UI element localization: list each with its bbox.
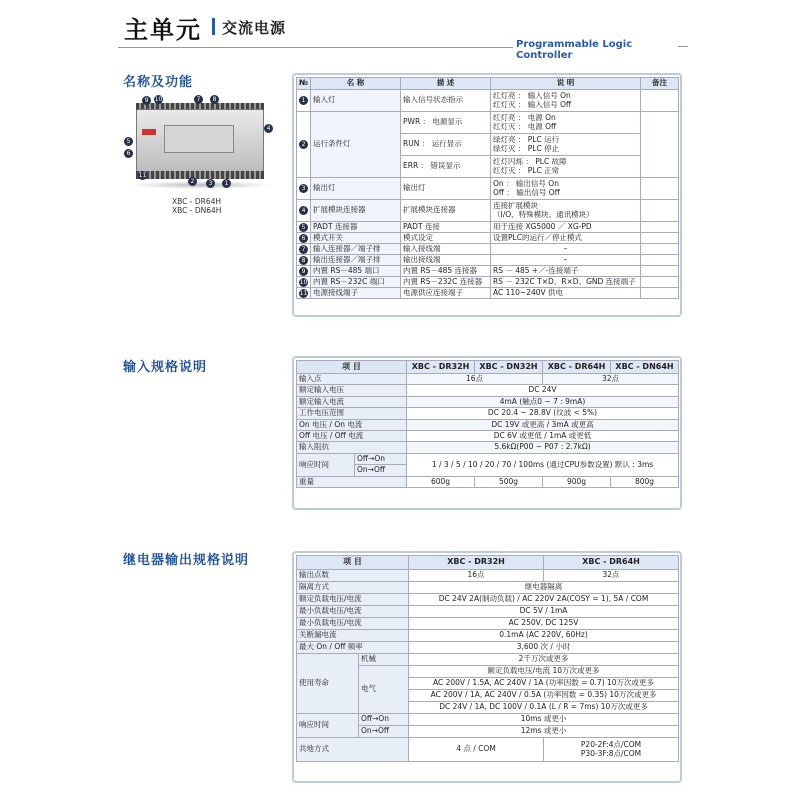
device-marker: 7	[194, 95, 203, 104]
device-marker: 3	[206, 179, 215, 188]
spec-sublabel: On→Off	[359, 726, 409, 738]
remark-cell	[641, 200, 679, 222]
col-header: XBC - DR64H	[543, 361, 611, 374]
spec-value: 继电器隔离	[409, 582, 679, 594]
spec-value: AC 250V, DC 125V	[409, 618, 679, 630]
item-note: 用于连接 XG5000 ／ XG-PD	[491, 222, 641, 233]
spec-value: 3,600 次 / 小时	[409, 642, 679, 654]
item-note: AC 110~240V 供电	[491, 288, 641, 299]
item-note	[491, 90, 641, 112]
note-line: 绿灯亮 ： PLC 运行	[493, 135, 560, 145]
row-number: 2	[299, 140, 308, 149]
spec-value: DC 19V 或更高 / 3mA 或更高	[407, 419, 679, 430]
col-header: XBC - DN64H	[611, 361, 679, 374]
spec-value: 16点	[407, 374, 543, 385]
spec-label: 输入阻抗	[297, 442, 407, 453]
remark-cell	[641, 222, 679, 233]
note-line: 绿灯灭 ： PLC 停止	[493, 143, 560, 153]
row-number: 3	[299, 184, 308, 193]
spec-value: DC 24V 2A(制动负载) / AC 220V 2A(COSY = 1), 5A / COM	[409, 594, 679, 606]
remark-cell	[641, 255, 679, 266]
item-name: PADT 连接器	[311, 222, 401, 233]
spec-label: Off 电压 / Off 电流	[297, 430, 407, 441]
row-number: 10	[299, 278, 308, 286]
page-title: 主单元	[124, 16, 202, 44]
spec-label: 响应时间	[297, 453, 355, 476]
col-header: 备注	[641, 78, 679, 90]
item-desc: RUN ： 运行显示	[401, 134, 491, 156]
spec-value: DC 6V 或更低 / 1mA 或更低	[407, 430, 679, 441]
page-header	[118, 8, 688, 61]
item-name: 输入灯	[311, 90, 401, 112]
col-header: 名 称	[311, 78, 401, 90]
spec-label: 额定输入电流	[297, 396, 407, 407]
device-marker: 5	[124, 137, 133, 146]
item-desc: 内置 RS－485 连接器	[401, 266, 491, 277]
device-marker: 4	[264, 124, 273, 133]
spec-value: 4mA (触点0 ~ 7 : 9mA)	[407, 396, 679, 407]
note-line: 红灯灭 ： PLC 正常	[493, 165, 560, 175]
col-header: 项 目	[297, 361, 407, 374]
spec-value: 4 点 / COM	[409, 738, 544, 762]
input-spec-table	[296, 360, 679, 488]
row-number: 9	[299, 267, 308, 276]
spec-value: AC 200V / 1.5A, AC 240V / 1A (功率因数 = 0.7) 10万次或更多	[409, 678, 679, 690]
device-marker: 9	[142, 96, 151, 105]
spec-value: 2千万次或更多	[409, 654, 679, 666]
item-desc: 电源供应连接端子	[401, 288, 491, 299]
row-number: 8	[299, 256, 308, 265]
item-note: –	[491, 244, 641, 255]
item-note	[491, 156, 641, 178]
header-rule	[118, 47, 513, 48]
note-line: 红灯闪烁 ： PLC 故障	[493, 157, 567, 167]
item-note	[491, 134, 641, 156]
spec-sublabel: 机械	[359, 654, 409, 666]
note-line: （I/O、特殊模块、通讯模块）	[493, 209, 594, 219]
item-desc: 模式设定	[401, 233, 491, 244]
remark-cell	[641, 233, 679, 244]
terminal-strip-bottom	[136, 171, 264, 179]
relay-output-table	[296, 555, 679, 762]
spec-label: 输入点	[297, 374, 407, 385]
spec-label: 额定负载电压/电流	[297, 594, 409, 606]
item-note	[491, 200, 641, 222]
item-note: 设置PLC的运行／停止模式	[491, 233, 641, 244]
spec-value: DC 24V / 1A, DC 100V / 0.1A (L / R = 7ms) 10万次或更多	[409, 702, 679, 714]
name-function-table-frame	[292, 73, 682, 317]
note-line: 红灯灭 ： 电源 Off	[493, 121, 557, 131]
device-marker: 8	[210, 95, 219, 104]
spec-sublabel: On→Off	[355, 465, 407, 476]
spec-value: DC 24V	[407, 385, 679, 396]
col-header: 说 明	[491, 78, 641, 90]
note-line: Off ： 输出信号 Off	[493, 187, 560, 197]
value-line: P30-3F:8点/COM	[580, 748, 642, 758]
item-name: 输出灯	[311, 178, 401, 200]
spec-value: 1 / 3 / 5 / 10 / 20 / 70 / 100ms (通过CPU参数设置) 默认 : 3ms	[407, 453, 679, 476]
item-note: –	[491, 255, 641, 266]
row-number: 4	[299, 206, 308, 215]
spec-value: 额定负载电压/电流 10万次或更多	[409, 666, 679, 678]
spec-label: 使用寿命	[297, 654, 359, 714]
header-rule-end	[678, 46, 688, 47]
col-header: 项 目	[297, 556, 409, 570]
item-desc: 扩展模块连接器	[401, 200, 491, 222]
item-name: 运行条件灯	[311, 112, 401, 178]
title-divider	[212, 18, 215, 35]
spec-label: 最小负载电压/电流	[297, 618, 409, 630]
spec-value	[544, 738, 679, 762]
spec-value: 600g	[407, 476, 475, 487]
name-function-table	[296, 77, 679, 299]
spec-label: 响应时间	[297, 714, 359, 738]
spec-value: 5.6kΩ(P00 ~ P07 : 2.7kΩ)	[407, 442, 679, 453]
item-desc: 输入信号状态指示	[401, 90, 491, 112]
remark-cell	[641, 266, 679, 277]
item-desc: 输出灯	[401, 178, 491, 200]
row-number: 5	[299, 223, 308, 232]
spec-sublabel: Off→On	[355, 453, 407, 464]
row-number: 6	[299, 234, 308, 243]
item-note: RS － 232C T×D、R×D、GND 连接端子	[491, 277, 641, 288]
value-line: P20-2F:4点/COM	[580, 740, 642, 750]
item-desc: PWR ： 电源显示	[401, 112, 491, 134]
col-header: 描 述	[401, 78, 491, 90]
spec-label: 重量	[297, 476, 407, 487]
header-english: Programmable Logic Controller	[516, 39, 633, 61]
device-shadow	[128, 181, 273, 189]
spec-sublabel: 电气	[359, 666, 409, 714]
item-name: 模式开关	[311, 233, 401, 244]
row-number: 7	[299, 245, 308, 254]
remark-cell	[641, 277, 679, 288]
item-desc: ERR ： 错误显示	[401, 156, 491, 178]
row-number: 1	[299, 96, 308, 105]
spec-value: 32点	[543, 374, 679, 385]
item-note: RS － 485 +／-连接端子	[491, 266, 641, 277]
col-header: XBC - DN32H	[475, 361, 543, 374]
col-header: XBC - DR32H	[409, 556, 544, 570]
note-line: 红灯亮 ： 输入信号 On	[493, 91, 571, 101]
spec-value: 10ms 或更小	[409, 714, 679, 726]
spec-value: 12ms 或更小	[409, 726, 679, 738]
device-marker: 11	[138, 172, 147, 179]
plc-device-image	[124, 95, 272, 195]
remark-cell	[641, 178, 679, 200]
spec-value: 500g	[475, 476, 543, 487]
section-name-function-title: 名称及功能	[123, 75, 194, 90]
item-note	[491, 112, 641, 134]
spec-label: 额定输入电压	[297, 385, 407, 396]
page-subtitle: 交流电源	[222, 19, 287, 37]
spec-label: On 电压 / On 电流	[297, 419, 407, 430]
spec-label: 工作电压范围	[297, 408, 407, 419]
spec-value: DC 5V / 1mA	[409, 606, 679, 618]
plc-front-panel	[164, 125, 234, 153]
spec-label: 关断漏电流	[297, 630, 409, 642]
item-name: 输出连接器／端子排	[311, 255, 401, 266]
remark-cell	[641, 112, 679, 178]
section-relay-output-title: 继电器输出规格说明	[123, 553, 250, 568]
device-marker: 1	[222, 179, 231, 188]
spec-value: DC 20.4 ~ 28.8V (纹波 < 5%)	[407, 408, 679, 419]
spec-value: 800g	[611, 476, 679, 487]
item-desc: 输出接线端	[401, 255, 491, 266]
spec-value: 32点	[544, 570, 679, 582]
spec-label: 共地方式	[297, 738, 409, 762]
input-spec-table-frame	[292, 356, 682, 510]
item-name: 扩展模块连接器	[311, 200, 401, 222]
spec-label: 最大 On / Off 频率	[297, 642, 409, 654]
device-marker: 10	[154, 96, 163, 103]
note-line: On ： 输出信号 On	[493, 179, 559, 189]
remark-cell	[641, 90, 679, 112]
device-caption: XBC - DN64H	[172, 206, 222, 215]
spec-value: AC 200V / 1A, AC 240V / 0.5A (功率因数 = 0.35) 10万次或更多	[409, 690, 679, 702]
section-input-spec-title: 输入规格说明	[123, 360, 208, 375]
spec-label: 最小负载电压/电流	[297, 606, 409, 618]
spec-value: 0.1mA (AC 220V, 60Hz)	[409, 630, 679, 642]
remark-cell	[641, 288, 679, 299]
col-header: XBC - DR32H	[407, 361, 475, 374]
row-number: 11	[299, 289, 308, 297]
item-name: 电源接线端子	[311, 288, 401, 299]
col-header: XBC - DR64H	[544, 556, 679, 570]
remark-cell	[641, 244, 679, 255]
note-line: 红灯亮 ： 电源 On	[493, 113, 556, 123]
item-name: 内置 RS－485 端口	[311, 266, 401, 277]
spec-sublabel: Off→On	[359, 714, 409, 726]
item-desc: 内置 RS－232C 连接器	[401, 277, 491, 288]
device-marker: 6	[124, 149, 133, 158]
item-desc: 输入接线端	[401, 244, 491, 255]
note-line: 连接扩展模块	[493, 201, 538, 211]
relay-output-table-frame	[292, 551, 682, 783]
device-caption: XBC - DR64H	[172, 197, 222, 206]
item-name: 内置 RS－232C 端口	[311, 277, 401, 288]
spec-value: 900g	[543, 476, 611, 487]
col-header: №	[297, 78, 311, 90]
device-marker: 2	[188, 177, 197, 186]
note-line: 红灯灭 ： 输入信号 Off	[493, 99, 572, 109]
spec-value: 16点	[409, 570, 544, 582]
spec-label: 隔离方式	[297, 582, 409, 594]
item-name: 输入连接器／端子排	[311, 244, 401, 255]
item-desc: PADT 连接	[401, 222, 491, 233]
spec-label: 输出点数	[297, 570, 409, 582]
item-note	[491, 178, 641, 200]
plc-logo	[142, 129, 156, 135]
